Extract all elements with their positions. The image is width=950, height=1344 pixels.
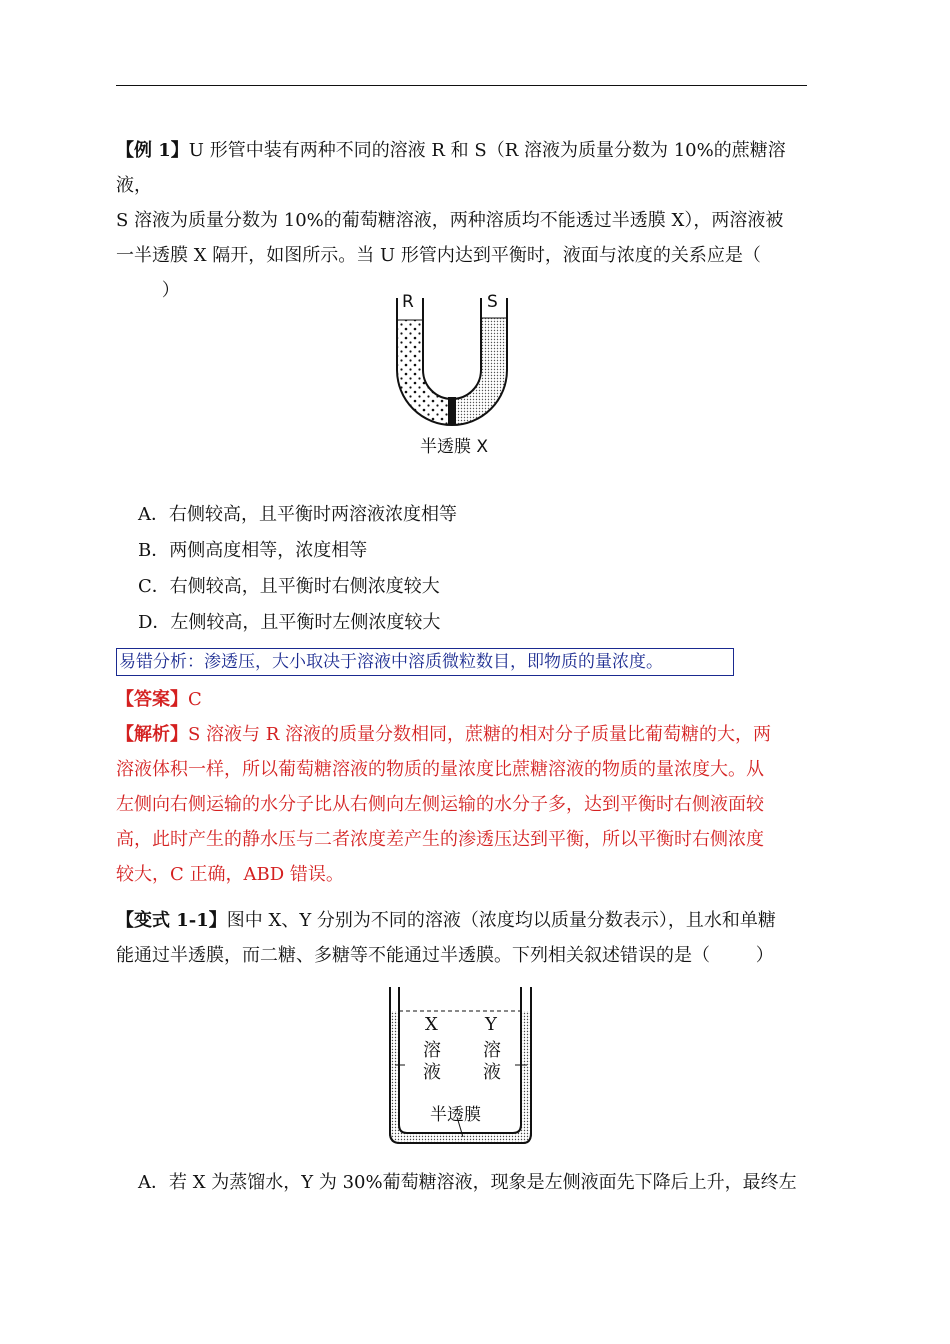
example1-option-a: A．右侧较高，且平衡时两溶液浓度相等 xyxy=(138,504,457,525)
example1-line-4: ） xyxy=(116,280,180,301)
beaker-membrane-label: 半透膜 xyxy=(430,1105,481,1125)
beaker-label-x: X xyxy=(425,1014,438,1035)
explain-line-3: 左侧向右侧运输的水分子比从右侧向左侧运输的水分子多，达到平衡时右侧液面较 xyxy=(116,794,764,815)
example1-option-d: D．左侧较高，且平衡时左侧浓度较大 xyxy=(138,612,441,633)
example1-tag: 【例 1】 xyxy=(116,140,189,161)
answer-tag: 【答案】 xyxy=(116,689,188,710)
variant1-tag: 【变式 1-1】 xyxy=(116,910,227,931)
variant1-option-a: A．若 X 为蒸馏水，Y 为 30%葡萄糖溶液，现象是左侧液面先下降后上升，最终左 xyxy=(138,1172,797,1193)
beaker-figure xyxy=(385,985,535,1150)
example1-line-3: 一半透膜 X 隔开，如图所示。当 U 形管内达到平衡时，液面与浓度的关系应是（ xyxy=(116,245,761,266)
beaker-label-y: Y xyxy=(485,1014,497,1035)
explain-tag: 【解析】 xyxy=(116,724,188,745)
variant1-line-1: 图中 X、Y 分别为不同的溶液（浓度均以质量分数表示），且水和单糖 xyxy=(226,910,776,931)
example1-option-c: C．右侧较高，且平衡时右侧浓度较大 xyxy=(138,576,440,597)
u-tube-label-s: S xyxy=(487,292,498,312)
answer-value: C xyxy=(188,689,202,710)
beaker-x-sol2: 液 xyxy=(423,1062,441,1083)
u-tube-caption: 半透膜 X xyxy=(420,437,489,457)
example1-question xyxy=(116,133,810,308)
semipermeable-membrane xyxy=(448,397,456,425)
u-tube-label-r: R xyxy=(402,292,414,312)
beaker-y-sol1: 溶 xyxy=(483,1040,501,1061)
variant1-line-2: 能通过半透膜，而二糖、多糖等不能通过半透膜。下列相关叙述错误的是（ ） xyxy=(116,945,774,966)
example1-answer-section xyxy=(116,682,810,892)
explain-line-5: 较大，C 正确，ABD 错误。 xyxy=(116,864,344,885)
error-analysis-box: 易错分析：渗透压，大小取决于溶液中溶质微粒数目，即物质的量浓度。 xyxy=(116,648,734,676)
explain-line-1: S 溶液与 R 溶液的质量分数相同，蔗糖的相对分子质量比葡萄糖的大，两 xyxy=(188,724,772,745)
explain-line-2: 溶液体积一样，所以葡萄糖溶液的物质的量浓度比蔗糖溶液的物质的量浓度大。从 xyxy=(116,759,764,780)
explain-line-4: 高，此时产生的静水压与二者浓度差产生的渗透压达到平衡，所以平衡时右侧浓度 xyxy=(116,829,764,850)
example1-line-1: U 形管中装有两种不同的溶液 R 和 S（R 溶液为质量分数为 10%的蔗糖溶液， xyxy=(116,140,786,196)
variant1-question xyxy=(116,903,810,973)
header-rule xyxy=(116,85,807,86)
beaker-y-sol2: 液 xyxy=(483,1062,501,1083)
example1-option-b: B．两侧高度相等，浓度相等 xyxy=(138,540,368,561)
example1-line-2: S 溶液为质量分数为 10%的葡萄糖溶液，两种溶质均不能透过半透膜 X），两溶液被 xyxy=(116,210,784,231)
beaker-x-sol1: 溶 xyxy=(423,1040,441,1061)
